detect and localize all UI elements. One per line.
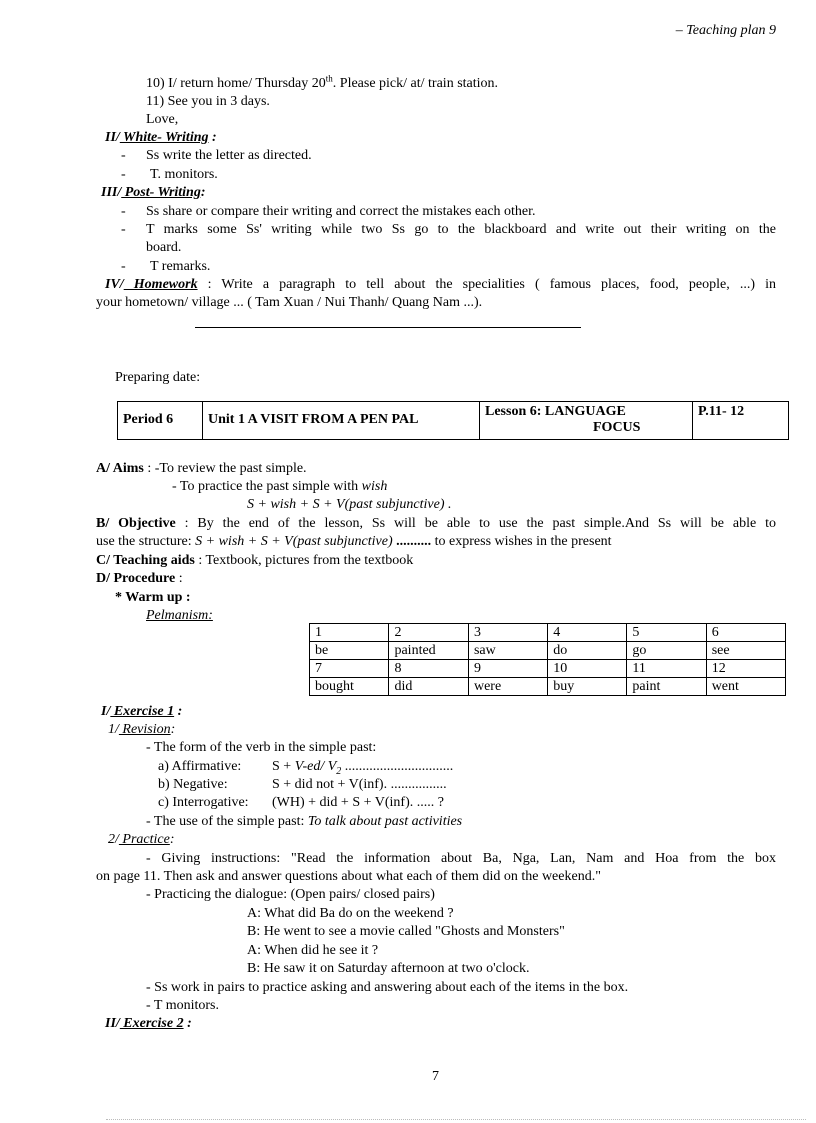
table-cell: 11 bbox=[627, 660, 706, 678]
period-cell: Period 6 bbox=[118, 402, 203, 440]
table-cell: paint bbox=[627, 678, 706, 696]
dialogue-line: A: When did he see it ? bbox=[247, 943, 379, 958]
aims-line-2: - To practice the past simple with wish bbox=[172, 479, 388, 494]
table-cell: 2 bbox=[389, 624, 469, 642]
teaching-aids: C/ Teaching aids : Textbook, pictures from the textbook bbox=[96, 553, 414, 568]
table-cell: painted bbox=[389, 642, 469, 660]
list-item: T remarks. bbox=[150, 259, 211, 274]
pelmanism-label: Pelmanism: bbox=[146, 608, 213, 623]
table-cell: bought bbox=[310, 678, 389, 696]
interrogative-label: c) Interrogative: bbox=[158, 795, 249, 810]
practice-line-3: - Practicing the dialogue: (Open pairs/ closed pairs) bbox=[146, 887, 435, 902]
letter-line-11: 11) See you in 3 days. bbox=[146, 94, 270, 109]
exercise-2-heading: II/ Exercise 2 : bbox=[105, 1016, 192, 1031]
use-line: - The use of the simple past: To talk about past activities bbox=[146, 814, 463, 829]
practice-line-1: - Giving instructions: "Read the information about Ba, Nga, Lan, Nam and Hoa from the box bbox=[146, 851, 776, 866]
table-cell: 9 bbox=[468, 660, 547, 678]
table-cell: 8 bbox=[389, 660, 469, 678]
table-cell: buy bbox=[548, 678, 627, 696]
negative-form: S + did not + V(inf). ................ bbox=[272, 777, 447, 792]
dialogue-line: A: What did Ba do on the weekend ? bbox=[247, 906, 454, 921]
procedure: D/ Procedure : bbox=[96, 571, 183, 586]
revision-heading: 1/ Revision: bbox=[108, 722, 176, 737]
preparing-date: Preparing date: bbox=[115, 370, 201, 385]
table-cell: saw bbox=[468, 642, 547, 660]
exercise-1-heading: I/ Exercise 1 : bbox=[101, 704, 183, 719]
negative-label: b) Negative: bbox=[158, 777, 228, 792]
practice-line-4: - Ss work in pairs to practice asking and answering about each of the items in the box. bbox=[146, 980, 629, 995]
aims-formula: S + wish + S + V(past subjunctive) . bbox=[247, 497, 452, 512]
table-cell: were bbox=[468, 678, 547, 696]
table-cell: see bbox=[706, 642, 785, 660]
practice-heading: 2/ Practice: bbox=[108, 832, 175, 847]
table-cell: 6 bbox=[706, 624, 785, 642]
table-cell: go bbox=[627, 642, 706, 660]
list-item-continued: board. bbox=[146, 240, 182, 255]
page-number: 7 bbox=[432, 1069, 439, 1084]
practice-line-5: - T monitors. bbox=[146, 998, 219, 1013]
interrogative-form: (WH) + did + S + V(inf). ..... ? bbox=[272, 795, 444, 810]
table-cell: 3 bbox=[468, 624, 547, 642]
section-heading-post-writing: III/ Post- Writing: bbox=[101, 185, 206, 200]
pelmanism-table bbox=[309, 623, 786, 696]
table-cell: 4 bbox=[548, 624, 627, 642]
list-item: T marks some Ss' writing while two Ss go to the blackboard and write out their writing on the bbox=[146, 222, 776, 237]
table-cell: did bbox=[389, 678, 469, 696]
divider bbox=[195, 327, 581, 328]
list-item: T. monitors. bbox=[150, 167, 218, 182]
practice-line-2: on page 11. Then ask and answer questions about what each of them did on the weekend." bbox=[96, 869, 601, 884]
table-cell: went bbox=[706, 678, 785, 696]
homework-line-2: your hometown/ village ... ( Tam Xuan / Nui Thanh/ Quang Nam ...). bbox=[96, 295, 483, 310]
section-heading-while-writing: II/ White- Writing : bbox=[105, 130, 217, 145]
letter-line-10: 10) I/ return home/ Thursday 20th. Please pick/ at/ train station. bbox=[146, 73, 499, 91]
letter-closing: Love, bbox=[146, 112, 179, 127]
lesson-info-table bbox=[117, 401, 789, 440]
table-cell: 10 bbox=[548, 660, 627, 678]
pages-cell: P.11- 12 bbox=[693, 402, 789, 440]
warm-up-heading: * Warm up : bbox=[115, 590, 191, 605]
objective-line-2: use the structure: S + wish + S + V(past subjunctive) .......... to express wishes in the present bbox=[96, 534, 612, 549]
footer-divider bbox=[106, 1119, 806, 1120]
dialogue-line: B: He went to see a movie called "Ghosts and Monsters" bbox=[247, 924, 565, 939]
homework-line-1: IV/ Homework : Write a paragraph to tell about the specialities ( famous places, food, people, ...) in bbox=[105, 277, 776, 292]
dialogue-line: B: He saw it on Saturday afternoon at two o'clock. bbox=[247, 961, 530, 976]
aims-line-1: A/ Aims : -To review the past simple. bbox=[96, 461, 307, 476]
list-item: Ss write the letter as directed. bbox=[146, 148, 312, 163]
table-cell: 7 bbox=[310, 660, 389, 678]
affirmative-form: S + V-ed/ $V_2$ ............................... bbox=[272, 759, 454, 777]
list-item: Ss share or compare their writing and correct the mistakes each other. bbox=[146, 204, 536, 219]
affirmative-label: a) Affirmative: bbox=[158, 759, 242, 774]
objective-line-1: B/ Objective : By the end of the lesson, Ss will be able to use the past simple.And Ss will be able to bbox=[96, 516, 776, 531]
table-cell: 1 bbox=[310, 624, 389, 642]
header-title: – Teaching plan 9 bbox=[675, 23, 776, 38]
revision-line: - The form of the verb in the simple past: bbox=[146, 740, 377, 755]
table-cell: be bbox=[310, 642, 389, 660]
table-cell: 12 bbox=[706, 660, 785, 678]
table-cell: 5 bbox=[627, 624, 706, 642]
unit-cell: Unit 1 A VISIT FROM A PEN PAL bbox=[203, 402, 480, 440]
table-cell: do bbox=[548, 642, 627, 660]
lesson-cell: Lesson 6: LANGUAGE FOCUS bbox=[480, 402, 693, 440]
